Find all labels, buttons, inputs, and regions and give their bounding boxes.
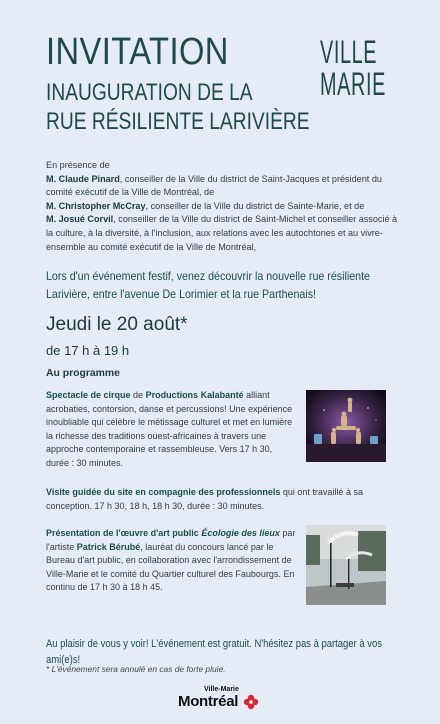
person3-role: , conseiller de la Ville du district de Saint-Michel et conseiller associé à la culture, à la diversité, à l'inclusion, aux relations avec les autochtones et au vivre-ensemble au comité exécutif de la Ville de Montréal,	[46, 214, 398, 252]
artwork-text: , lauréat du concours lancé par le Bureau d'art public, en collaboration avec l'arrondissement de Ville-Marie et le comité du Quartier culturel des Faubourgs. En continu de 17 h 30 à 18 h 45.	[46, 541, 295, 592]
tour-lead: Visite guidée du site en compagnie des professionnels	[46, 487, 281, 497]
footer-borough: Ville-Marie	[204, 686, 239, 693]
montreal-logo	[170, 684, 270, 714]
invitation-title: INVITATION	[46, 31, 229, 73]
event-date: Jeudi le 20 août*	[46, 314, 188, 335]
closing-message: Au plaisir de vous y voir! L'événement est gratuit. N'hésitez pas à partager à vos ami(e)s!	[46, 638, 382, 666]
person3-name: M. Josué Corvil	[46, 214, 114, 225]
intro-lead: En présence de	[46, 160, 110, 170]
montreal-rose-icon	[243, 694, 259, 710]
rain-note: * L'événement sera annulé en cas de forte pluie.	[46, 664, 226, 674]
artist-name: Patrick Bérubé	[76, 541, 141, 552]
person1-role: , conseiller de la Ville du district de Saint-Jacques et président du comité exécutif de la Ville de Montréal, de	[46, 173, 382, 198]
artwork-lead: Présentation de l'œuvre d'art public	[46, 528, 202, 538]
circus-company: Productions Kalabanté	[145, 390, 244, 400]
subtitle-line-1: INAUGURATION DE LA	[46, 79, 253, 106]
intro-paragraph	[46, 159, 398, 254]
artwork-photo	[306, 525, 386, 605]
artwork-by: par l'artiste	[46, 528, 296, 552]
circus-lead: Spectacle de cirque	[46, 390, 131, 400]
footer-city: Montréal	[178, 693, 239, 710]
circus-text: alliant acrobaties, contorsion, danse et percussions! Une expérience inoubliable qui célèbre le métissage culturel et met en lumière la richesse des traditions ouest-africaines à travers une approche contemporaine et rassembleuse. Vers 17 h 30, durée : 30 minutes.	[46, 390, 293, 468]
logo-line-1: VILLE	[320, 34, 378, 70]
subtitle-line-2: RUE RÉSILIENTE LARIVIÈRE	[46, 108, 310, 135]
program-item-guided-tour	[46, 486, 382, 513]
event-highlight: Lors d'un événement festif, venez découvrir la nouvelle rue résiliente Larivière, entre l'avenue De Lorimier et la rue Parthenais!	[46, 270, 370, 301]
tour-text: qui ont travaillé à sa conception. 17 h 30, 18 h, 18 h 30, durée : 30 minutes.	[46, 487, 363, 511]
intro-people	[46, 173, 398, 255]
person2-role: , conseiller de la Ville du district de Sainte-Marie, et de	[145, 200, 365, 211]
event-time: de 17 h à 19 h	[46, 343, 130, 358]
invitation-header	[46, 30, 426, 150]
ville-marie-logo	[320, 34, 386, 102]
circus-mid: de	[130, 390, 146, 400]
person1-name: M. Claude Pinard	[46, 173, 120, 184]
program-item-artwork	[46, 527, 298, 595]
artwork-title: Écologie des lieux	[201, 528, 280, 538]
event-subtitle	[46, 78, 310, 136]
person2-name: M. Christopher McCray	[46, 200, 146, 211]
program-title: Au programme	[46, 368, 120, 379]
circus-photo	[306, 390, 386, 462]
logo-line-2: MARIE	[320, 66, 386, 102]
program-item-circus	[46, 389, 294, 470]
